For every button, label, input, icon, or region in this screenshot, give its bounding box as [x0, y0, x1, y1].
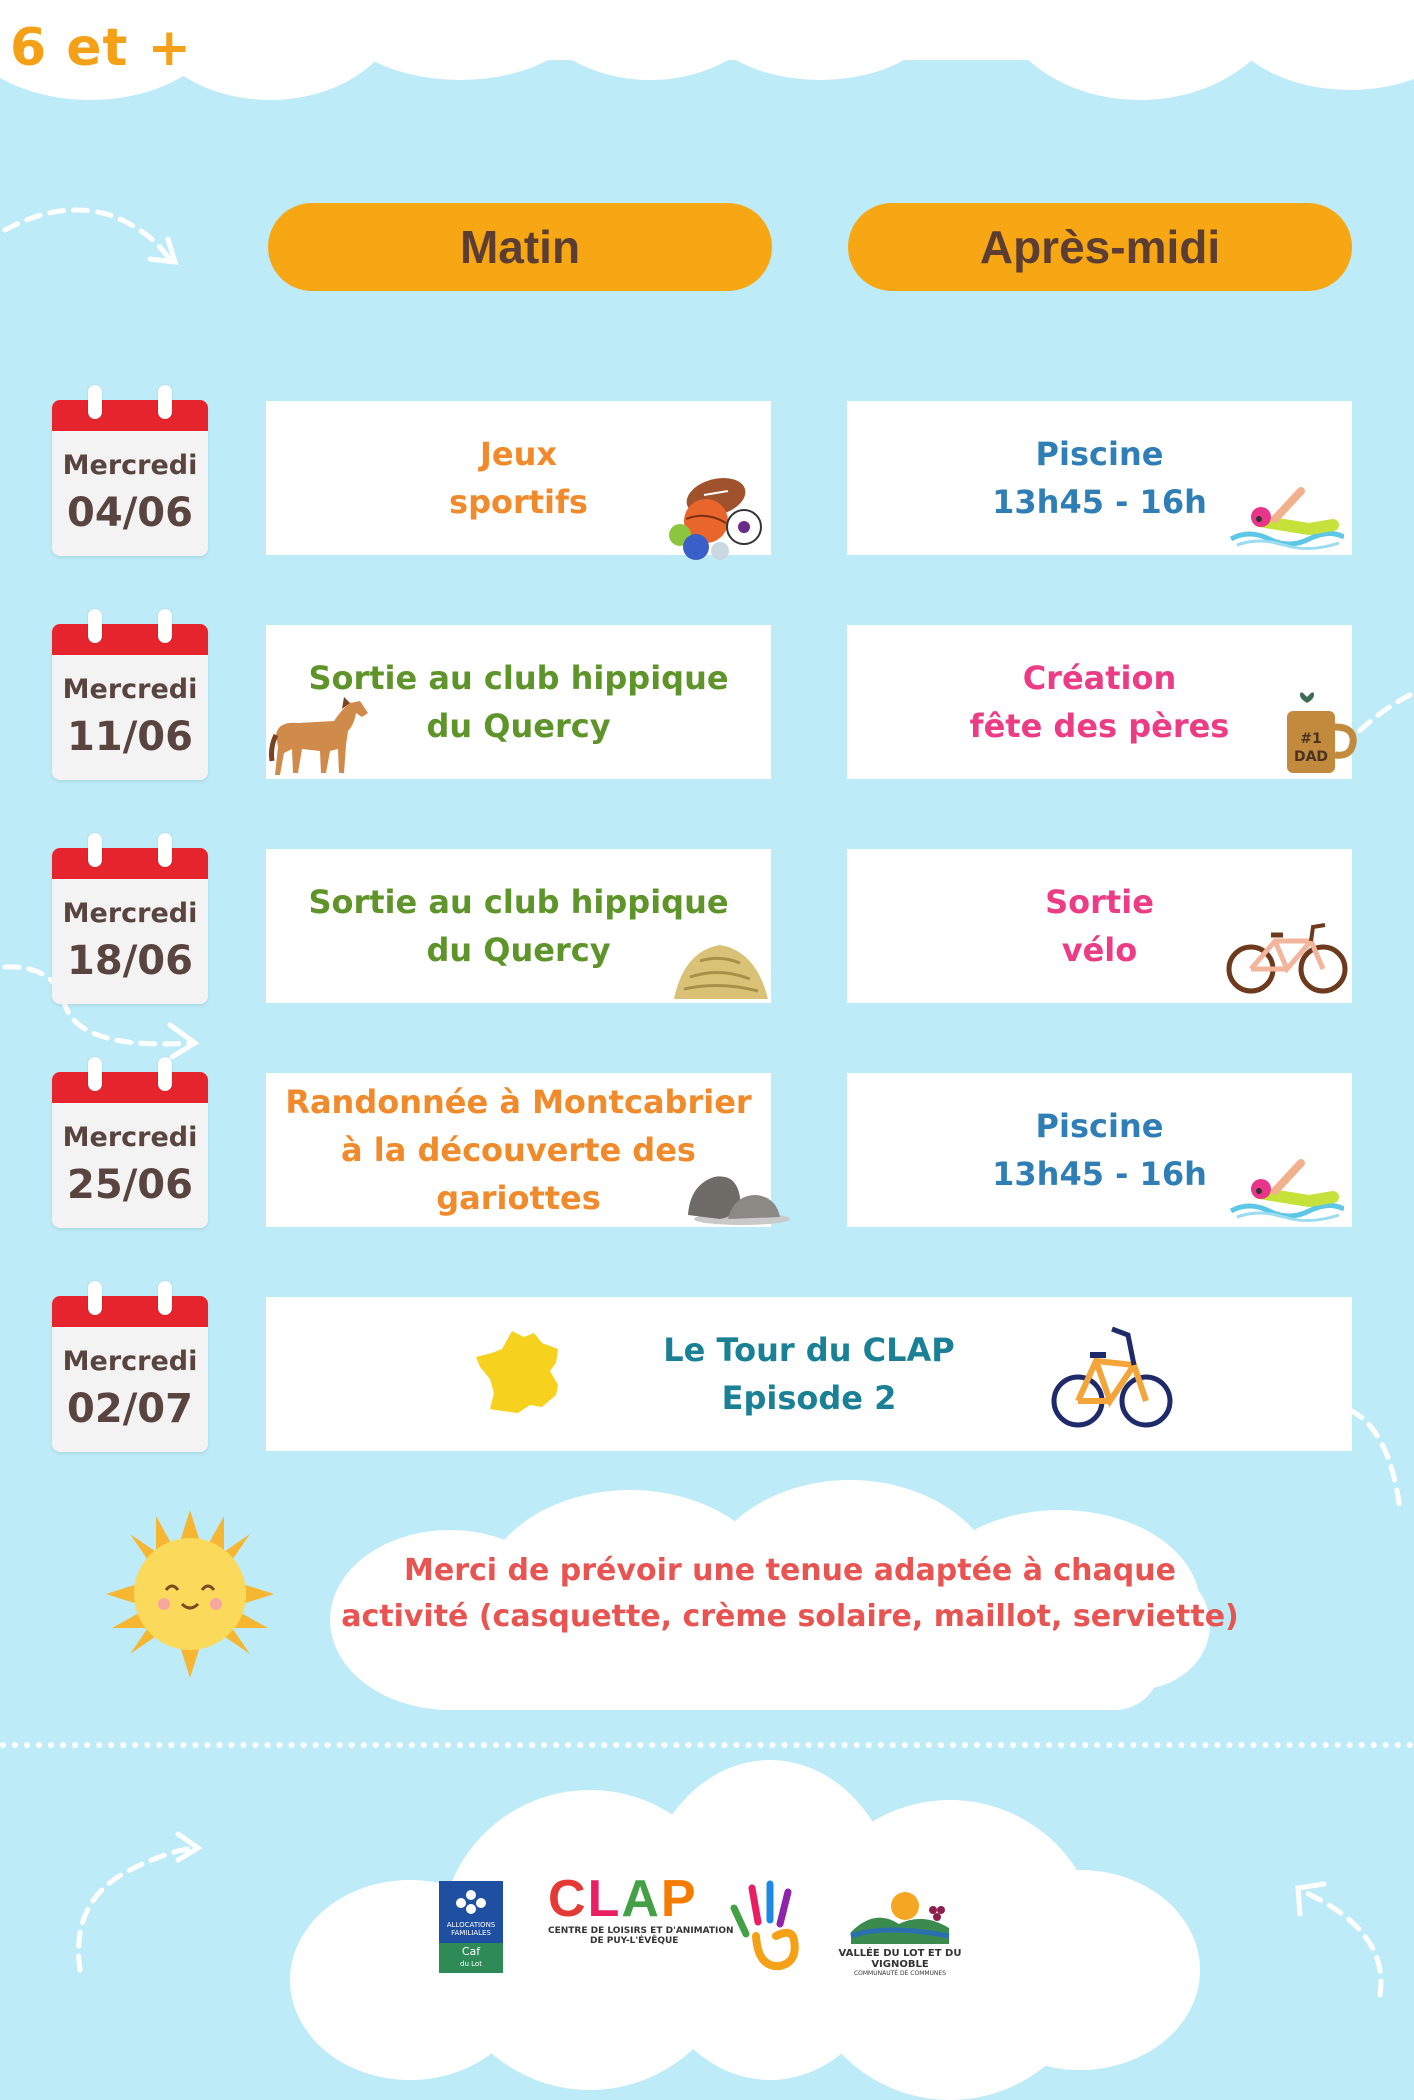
- sports-balls-icon: [666, 471, 766, 561]
- mug-text-1: #1: [1300, 731, 1322, 747]
- date-label: 11/06: [67, 714, 193, 760]
- day-label: Mercredi: [62, 450, 198, 481]
- activity-text: Sortie au club hippique du Quercy: [308, 659, 729, 745]
- note-text: Merci de prévoir une tenue adaptée à chaque activité (casquette, crème solaire, maillot, serviette): [341, 1553, 1239, 1634]
- france-map-icon: [472, 1327, 568, 1417]
- activity-text: Piscine 13h45 - 16h: [992, 1107, 1207, 1193]
- date-label: 04/06: [67, 490, 193, 536]
- header-morning: Matin: [268, 203, 772, 291]
- activity-morning: [266, 625, 771, 779]
- activity-text: Sortie au club hippique du Quercy: [308, 883, 729, 969]
- bicycle-icon: [1225, 919, 1350, 995]
- activity-afternoon: [847, 1073, 1352, 1227]
- hand-icon: [728, 1878, 808, 1972]
- sun-icon: [104, 1508, 276, 1680]
- activity-morning: [266, 401, 771, 555]
- activity-full-day: [266, 1297, 1352, 1451]
- activity-morning: [266, 849, 771, 1003]
- activity-afternoon: [847, 401, 1352, 555]
- swimmer-icon: [1229, 1153, 1344, 1223]
- header-afternoon: Après-midi: [848, 203, 1352, 291]
- calendar-date: [52, 1072, 208, 1228]
- date-label: 02/07: [67, 1386, 193, 1432]
- activity-text: Jeux sportifs: [449, 435, 588, 521]
- day-label: Mercredi: [62, 1346, 198, 1377]
- calendar-date: [52, 624, 208, 780]
- dashed-arrow-icon: [0, 195, 190, 275]
- activity-afternoon: [847, 625, 1352, 779]
- dotted-divider: [0, 1742, 1414, 1748]
- activity-text: Le Tour du CLAP Episode 2: [663, 1331, 955, 1417]
- vallee-logo: VALLÉE DU LOT ET DU VIGNOBLE COMMUNAUTÉ DE COMMUNES: [820, 1888, 980, 1978]
- date-label: 25/06: [67, 1162, 193, 1208]
- activity-morning: [266, 1073, 771, 1227]
- calendar-date: [52, 848, 208, 1004]
- activity-text: Piscine 13h45 - 16h: [992, 435, 1207, 521]
- day-label: Mercredi: [62, 1122, 198, 1153]
- activity-afternoon: [847, 849, 1352, 1003]
- dashed-arrow-icon: [1280, 1870, 1410, 2000]
- clap-logo: CLAP CENTRE DE LOISIRS ET D'ANIMATION DE PUY-L'ÉVÊQUE: [548, 1872, 808, 1972]
- age-label: 6 et +: [10, 18, 193, 78]
- mug-icon: [1267, 691, 1362, 781]
- activity-text: Randonnée à Montcabrier à la découverte des gariottes: [285, 1083, 752, 1217]
- calendar-date: [52, 400, 208, 556]
- caf-logo: ALLOCATIONS FAMILIALES Caf du Lot: [439, 1881, 503, 1973]
- dashed-arrow-icon: [60, 1820, 210, 1980]
- bicycle-icon: [1050, 1321, 1174, 1431]
- calendar-date: [52, 1296, 208, 1452]
- activity-text: Sortie vélo: [1045, 883, 1154, 969]
- swimmer-icon: [1229, 481, 1344, 551]
- date-label: 18/06: [67, 938, 193, 984]
- activity-text: Création fête des pères: [969, 659, 1230, 745]
- day-label: Mercredi: [62, 898, 198, 929]
- day-label: Mercredi: [62, 674, 198, 705]
- mug-text-2: DAD: [1293, 749, 1329, 765]
